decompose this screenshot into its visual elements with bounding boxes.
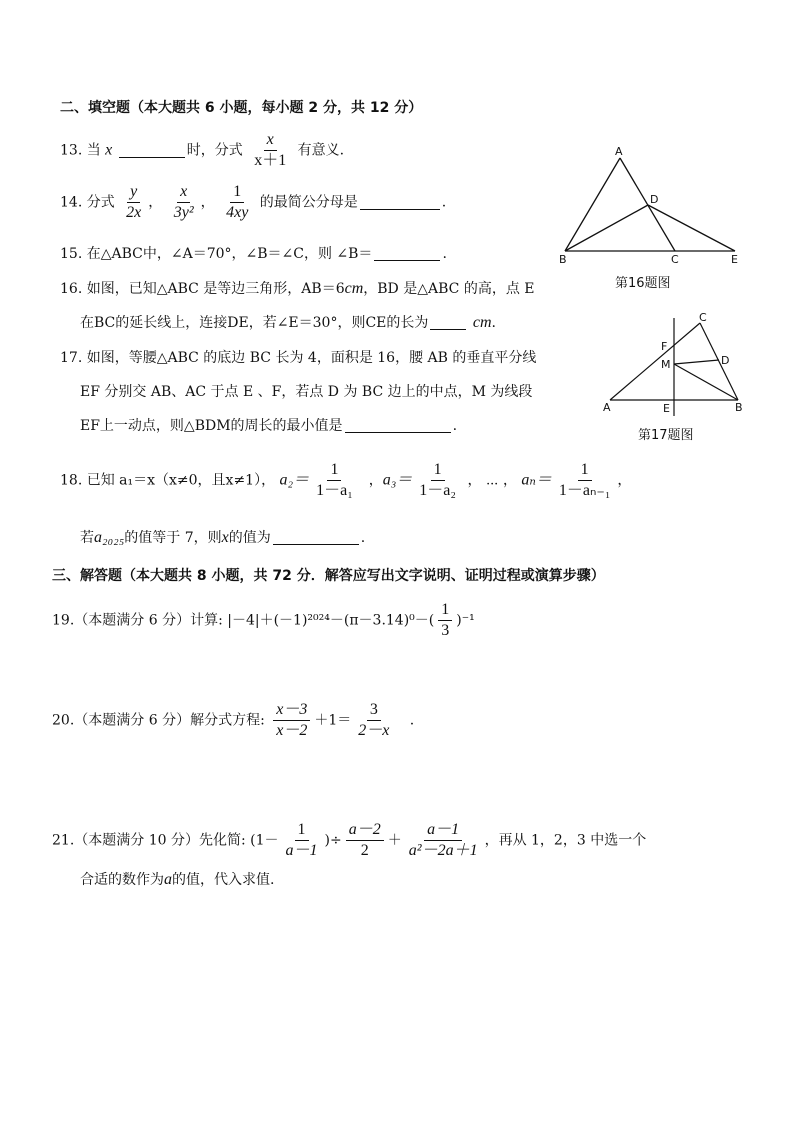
q13-fraction: $\frac{x}{x+1}$ bbox=[254, 131, 287, 169]
q21-fraction-3: $\frac{a-1}{\text{a²－2a＋1}}$ bbox=[408, 821, 478, 859]
question-17-line-3: EF上一动点，则△BDM的周长的最小值是 . bbox=[80, 418, 458, 434]
fig17-label-C: C bbox=[699, 311, 707, 324]
fig17-segment-AC bbox=[610, 323, 700, 400]
q13-text-c: 有意义. bbox=[297, 142, 345, 159]
q14-fraction-3: $\frac{1}{4xy}$ bbox=[226, 183, 249, 221]
q14-fraction-2: $\frac{x}{\text{3y²}}$ bbox=[173, 183, 194, 221]
question-14: 14. 分式 $\frac{y}{2x}$ ， $\frac{x}{\text{3y²}}$ ， $\frac{1}{4xy}$ 的最简公分母是 . bbox=[60, 183, 447, 221]
question-18-line-2: 若a₂₀₂₅的值等于 7，则x的值为 . bbox=[80, 529, 366, 546]
q15-answer-blank[interactable] bbox=[374, 246, 440, 261]
section-2-heading: 二、填空题（本大题共 6 小题，每小题 2 分，共 12 分） bbox=[60, 100, 423, 116]
q14-fraction-1: $\frac{y}{2x}$ bbox=[126, 183, 142, 221]
q13-var-x: x bbox=[105, 141, 113, 159]
question-16-line-2: 在BC的延长线上，连接DE，若∠E＝30°，则CE的长为 cm. bbox=[80, 314, 496, 331]
fig17-segment-MD bbox=[674, 360, 719, 364]
fig16-segment-BD bbox=[565, 205, 648, 251]
figure-16-caption: 第16题图 bbox=[615, 276, 671, 291]
fig17-label-E: E bbox=[663, 402, 670, 415]
fig17-label-D: D bbox=[721, 354, 730, 367]
section-3-heading: 三、解答题（本大题共 8 小题，共 72 分．解答应写出文字说明、证明过程或演算步骤） bbox=[52, 568, 605, 584]
fig16-label-C: C bbox=[671, 253, 679, 266]
figure-17-caption: 第17题图 bbox=[638, 428, 694, 443]
question-19: 19.（本题满分 6 分）计算: |－4|＋(－1)²⁰²⁴－(π－3.14)⁰－( $\frac{1}{3}$ )⁻¹ bbox=[52, 601, 475, 639]
q20-fraction-1: $\frac{x-3}{x-2}$ bbox=[273, 700, 310, 741]
fig17-segment-MB bbox=[674, 364, 738, 400]
fig16-label-D: D bbox=[650, 193, 659, 206]
fig16-label-A: A bbox=[615, 145, 623, 158]
q13-answer-blank[interactable] bbox=[119, 143, 185, 158]
q18-fraction-a2: $\frac{1}{\text{1－a₁}}$ bbox=[316, 461, 353, 499]
question-17-line-2: EF 分别交 AB、AC 于点 E 、F，若点 D 为 BC 边上的中点，M 为线段 bbox=[80, 384, 533, 400]
q14-answer-blank[interactable] bbox=[360, 195, 440, 210]
question-16-line-1: 16. 如图，已知△ABC 是等边三角形，AB＝6cm，BD 是△ABC 的高，点 E bbox=[60, 280, 535, 297]
q19-fraction: $\frac{1}{3}$ bbox=[438, 600, 452, 641]
figure-17-diagram bbox=[595, 308, 755, 420]
fig16-segment-AB bbox=[565, 158, 620, 251]
question-20: 20.（本题满分 6 分）解分式方程: $\frac{x-3}{x-2}$ ＋1＝ $\frac{3}{2-x}$ . bbox=[52, 701, 415, 739]
q13-text-a: 当 bbox=[86, 142, 101, 159]
q17-answer-blank[interactable] bbox=[345, 418, 451, 433]
q20-fraction-2: $\frac{3}{2-x}$ bbox=[358, 701, 390, 739]
fig16-label-E: E bbox=[731, 253, 738, 266]
q21-fraction-1: $\frac{1}{a-1}$ bbox=[285, 821, 318, 859]
q21-fraction-2: $\frac{a-2}{2}$ bbox=[346, 820, 384, 861]
fig17-label-M: M bbox=[661, 358, 671, 371]
q16-answer-blank[interactable] bbox=[430, 315, 466, 330]
q13-text-b: 时，分式 bbox=[186, 142, 243, 159]
fig16-segment-AC bbox=[620, 158, 675, 251]
question-15: 15. 在△ABC中，∠A＝70°，∠B＝∠C，则 ∠B＝ . bbox=[60, 246, 447, 262]
q13-number: 13. bbox=[60, 142, 83, 159]
q18-fraction-an: $\frac{1}{\text{1－aₙ₋₁}}$ bbox=[558, 461, 611, 499]
fig16-label-B: B bbox=[559, 253, 567, 266]
question-17-line-1: 17. 如图，等腰△ABC 的底边 BC 长为 4，面积是 16，腰 AB 的垂直平分线 bbox=[60, 350, 537, 366]
question-21-line-2: 合适的数作为a的值，代入求值. bbox=[80, 871, 275, 888]
fig17-label-F: F bbox=[661, 340, 668, 353]
q18-answer-blank[interactable] bbox=[273, 530, 359, 545]
question-18-line-1: 18. 已知 a₁＝x（x≠0，且x≠1）， a₂＝ $\frac{1}{\text{1－a₁}}$ ，a₃＝ $\frac{1}{\text{1－a₂}}$ ， ⋯ ， aₙ＝ $\frac{1}{\text{1－aₙ₋₁}}$ ， bbox=[60, 461, 632, 499]
q18-fraction-a3: $\frac{1}{\text{1－a₂}}$ bbox=[419, 461, 456, 499]
fig17-label-B: B bbox=[735, 401, 743, 414]
question-13 bbox=[60, 130, 344, 171]
figure-16-diagram bbox=[555, 145, 755, 270]
fig17-label-A: A bbox=[603, 401, 611, 414]
question-21-line-1: 21.（本题满分 10 分）先化简: (1－ $\frac{1}{a-1}$ )÷ $\frac{a-2}{2}$ ＋ $\frac{a-1}{\text{a²－2a＋1}}$ ，再从 1，2，3 中选一个 bbox=[52, 821, 647, 859]
